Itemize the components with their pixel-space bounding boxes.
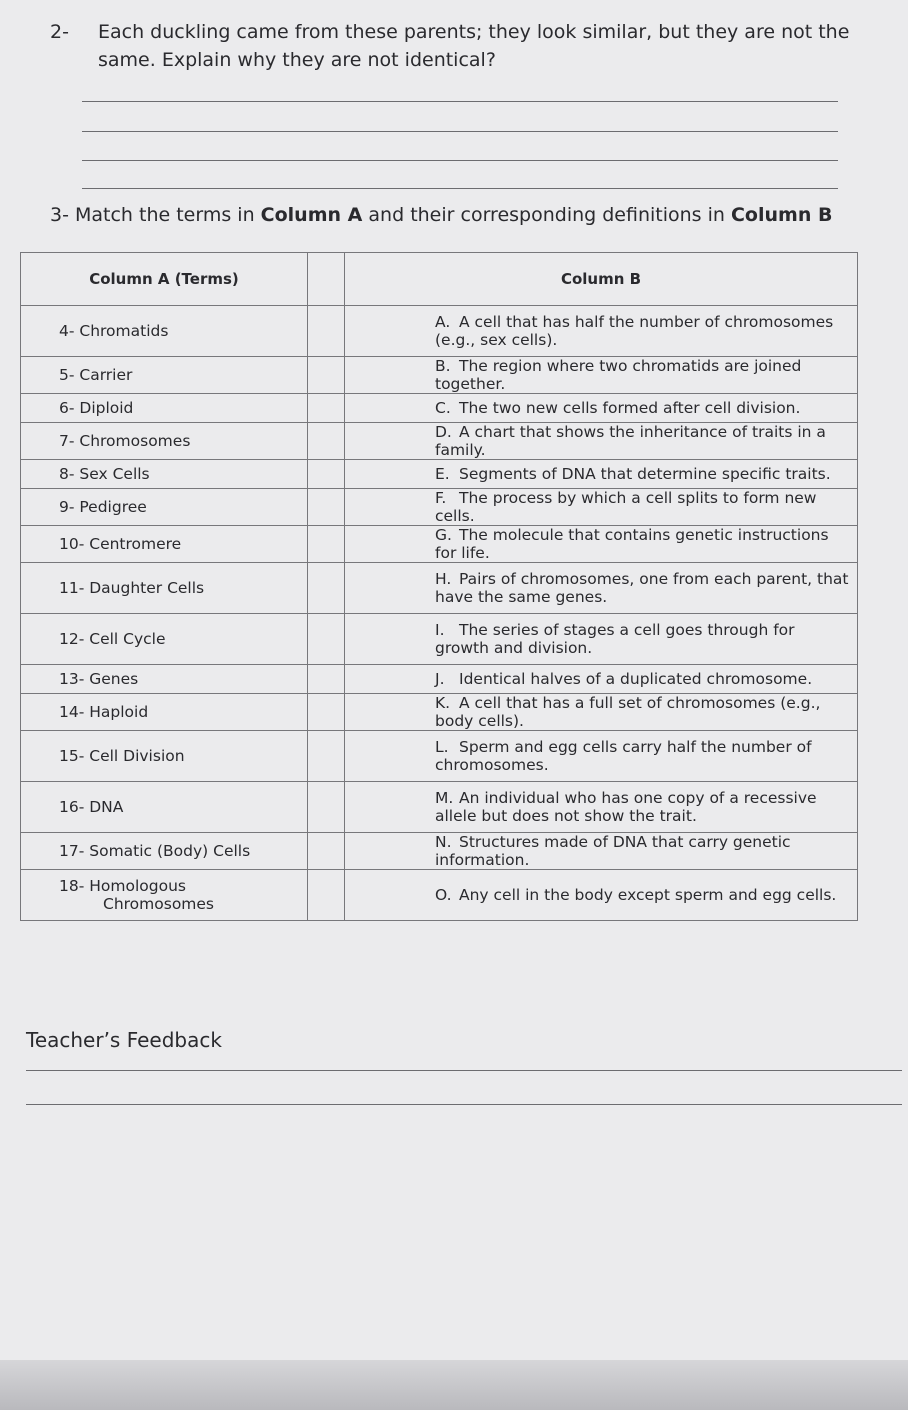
definition-cell — [345, 394, 858, 423]
table-row — [21, 306, 858, 357]
definition-cell — [345, 870, 858, 921]
definition-text: A cell that has a full set of chromosomes (e.g., body cells). — [435, 694, 821, 730]
definition-text: Sperm and egg cells carry half the number of chromosomes. — [435, 738, 812, 774]
definition-text: The series of stages a cell goes through for growth and division. — [435, 621, 795, 657]
answer-line[interactable] — [82, 131, 838, 132]
table-row — [21, 870, 858, 921]
term-cell — [21, 694, 308, 731]
definition-text: The two new cells formed after cell division. — [459, 399, 801, 417]
term-cell — [21, 870, 308, 921]
definition-letter: A. — [435, 313, 451, 331]
term-label: 5- Carrier — [59, 366, 133, 384]
term-cell — [21, 833, 308, 870]
answer-line[interactable] — [82, 160, 838, 161]
answer-blank[interactable] — [308, 665, 345, 694]
table-row — [21, 526, 858, 563]
table-row — [21, 665, 858, 694]
question-3 — [50, 204, 832, 226]
definition-letter: J. — [435, 670, 445, 688]
definition-cell — [345, 306, 858, 357]
term-label: 11- Daughter Cells — [59, 579, 205, 597]
term-label: 6- Diploid — [59, 399, 134, 417]
table-row — [21, 731, 858, 782]
answer-blank[interactable] — [308, 833, 345, 870]
definition-text: Structures made of DNA that carry genetic information. — [435, 833, 791, 869]
term-cell — [21, 614, 308, 665]
table-row — [21, 694, 858, 731]
definition-letter: M. — [435, 789, 454, 807]
definition-cell — [345, 563, 858, 614]
definition-letter: D. — [435, 423, 452, 441]
definition-text: Any cell in the body except sperm and egg cells. — [459, 886, 837, 904]
table-row — [21, 423, 858, 460]
question-2-text: Each duckling came from these parents; they look similar, but they are not the same. Explain why they are not identical? — [98, 21, 850, 71]
term-cell — [21, 526, 308, 563]
answer-blank[interactable] — [308, 489, 345, 526]
definition-letter: B. — [435, 357, 451, 375]
table-row — [21, 833, 858, 870]
definition-text: A chart that shows the inheritance of traits in a family. — [435, 423, 826, 459]
term-cell — [21, 489, 308, 526]
term-label: 10- Centromere — [59, 535, 182, 553]
term-label-line2: Chromosomes — [103, 895, 215, 913]
table-row — [21, 782, 858, 833]
column-b-header: Column B — [345, 253, 858, 306]
definition-cell — [345, 731, 858, 782]
definition-letter: G. — [435, 526, 452, 544]
question-3-text-middle: and their corresponding definitions in — [368, 204, 725, 226]
definition-letter: E. — [435, 465, 450, 483]
feedback-line[interactable] — [26, 1070, 902, 1071]
term-cell — [21, 563, 308, 614]
question-3-column-a: Column A — [260, 204, 363, 226]
matching-table — [20, 252, 858, 921]
definition-letter: N. — [435, 833, 452, 851]
term-cell — [21, 460, 308, 489]
table-row — [21, 563, 858, 614]
term-cell — [21, 394, 308, 423]
definition-text: Segments of DNA that determine specific traits. — [459, 465, 831, 483]
answer-blank[interactable] — [308, 731, 345, 782]
definition-letter: L. — [435, 738, 449, 756]
definition-letter: O. — [435, 886, 452, 904]
term-label: 16- DNA — [59, 798, 124, 816]
question-3-number: 3- — [50, 204, 69, 226]
definition-cell — [345, 526, 858, 563]
answer-blank[interactable] — [308, 460, 345, 489]
term-label: 15- Cell Division — [59, 747, 185, 765]
term-cell — [21, 423, 308, 460]
definition-cell — [345, 460, 858, 489]
term-label: 18- Homologous — [59, 877, 186, 895]
definition-text: Pairs of chromosomes, one from each parent, that have the same genes. — [435, 570, 849, 606]
definition-cell — [345, 423, 858, 460]
definition-text: An individual who has one copy of a recessive allele but does not show the trait. — [435, 789, 817, 825]
definition-cell — [345, 782, 858, 833]
answer-line[interactable] — [82, 101, 838, 102]
question-3-column-b: Column B — [730, 204, 833, 226]
definition-text: Identical halves of a duplicated chromosome. — [459, 670, 813, 688]
term-label: 7- Chromosomes — [59, 432, 191, 450]
definition-text: The region where two chromatids are joined together. — [435, 357, 802, 393]
term-label: 17- Somatic (Body) Cells — [59, 842, 251, 860]
answer-blank[interactable] — [308, 694, 345, 731]
term-cell — [21, 665, 308, 694]
term-cell — [21, 731, 308, 782]
definition-letter: C. — [435, 399, 451, 417]
column-a-header: Column A (Terms) — [21, 253, 308, 306]
definition-letter: K. — [435, 694, 451, 712]
header-spacer — [308, 253, 345, 306]
answer-blank[interactable] — [308, 423, 345, 460]
table-row — [21, 614, 858, 665]
desk-surface — [0, 1360, 908, 1410]
definition-cell — [345, 694, 858, 731]
question-2 — [50, 18, 870, 74]
definition-letter: F. — [435, 489, 447, 507]
answer-blank[interactable] — [308, 563, 345, 614]
table-row — [21, 394, 858, 423]
feedback-line[interactable] — [26, 1104, 902, 1105]
definition-cell — [345, 665, 858, 694]
term-cell — [21, 306, 308, 357]
term-cell — [21, 782, 308, 833]
table-row — [21, 489, 858, 526]
answer-blank[interactable] — [308, 357, 345, 394]
definition-cell — [345, 489, 858, 526]
answer-blank[interactable] — [308, 782, 345, 833]
answer-blank[interactable] — [308, 870, 345, 921]
definition-text: A cell that has half the number of chromosomes (e.g., sex cells). — [435, 313, 834, 349]
term-label: 12- Cell Cycle — [59, 630, 166, 648]
term-label: 13- Genes — [59, 670, 139, 688]
definition-letter: I. — [435, 621, 445, 639]
term-label: 4- Chromatids — [59, 322, 169, 340]
definition-letter: H. — [435, 570, 452, 588]
term-cell — [21, 357, 308, 394]
definition-text: The process by which a cell splits to form new cells. — [435, 489, 817, 525]
definition-cell — [345, 614, 858, 665]
definition-cell — [345, 357, 858, 394]
table-row — [21, 357, 858, 394]
term-label: 8- Sex Cells — [59, 465, 150, 483]
question-3-text-before: Match the terms in — [75, 204, 255, 226]
question-2-number: 2- — [50, 21, 69, 43]
term-label: 9- Pedigree — [59, 498, 147, 516]
definition-text: The molecule that contains genetic instructions for life. — [435, 526, 829, 562]
answer-blank[interactable] — [308, 394, 345, 423]
answer-blank[interactable] — [308, 614, 345, 665]
teacher-feedback-label: Teacher’s Feedback — [26, 1028, 222, 1052]
answer-blank[interactable] — [308, 526, 345, 563]
answer-blank[interactable] — [308, 306, 345, 357]
answer-line[interactable] — [82, 188, 838, 189]
definition-cell — [345, 833, 858, 870]
term-label: 14- Haploid — [59, 703, 149, 721]
table-row — [21, 460, 858, 489]
